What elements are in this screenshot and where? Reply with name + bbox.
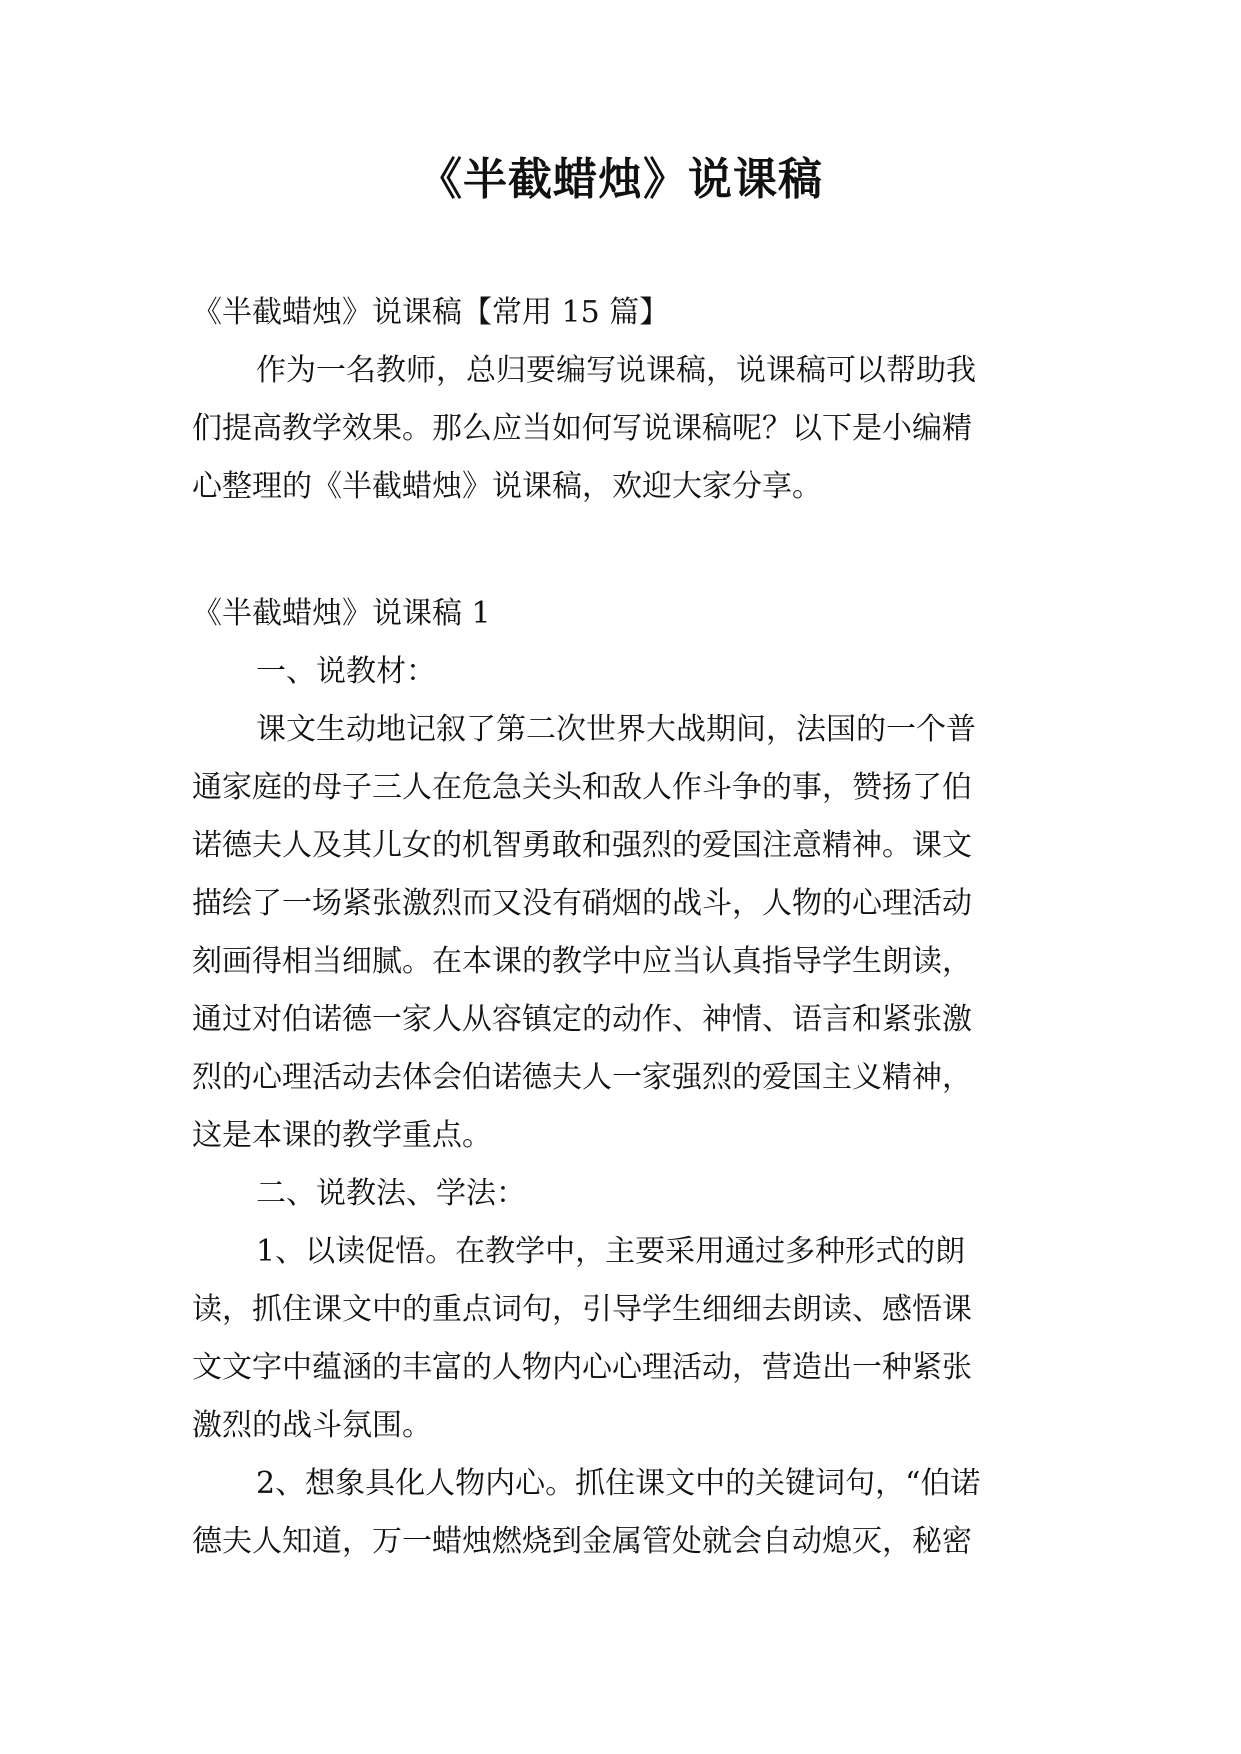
paragraph-line: 这是本课的教学重点。 xyxy=(192,1118,492,1153)
paragraph-line: 激烈的战斗氛围。 xyxy=(192,1408,432,1443)
paragraph-line: 通家庭的母子三人在危急关头和敌人作斗争的事，赞扬了伯 xyxy=(192,770,972,805)
paragraph-line: 1、以读促悟。在教学中，主要采用通过多种形式的朗 xyxy=(256,1234,966,1269)
document-body xyxy=(192,284,1060,1571)
section-spacer xyxy=(192,516,1060,585)
subsection-heading: 一、说教材： xyxy=(256,654,436,689)
paragraph-line: 们提高教学效果。那么应当如何写说课稿呢？以下是小编精 xyxy=(192,411,972,446)
document-title: 《半截蜡烛》说课稿 xyxy=(418,154,823,205)
paragraph-line: 刻画得相当细腻。在本课的教学中应当认真指导学生朗读， xyxy=(192,944,972,979)
paragraph-line: 烈的心理活动去体会伯诺德夫人一家强烈的爱国主义精神， xyxy=(192,1060,972,1095)
paragraph-line: 课文生动地记叙了第二次世界大战期间，法国的一个普 xyxy=(256,712,976,747)
paragraph-line: 2、想象具化人物内心。抓住课文中的关键词句，“伯诺 xyxy=(256,1466,981,1501)
paragraph-line: 描绘了一场紧张激烈而又没有硝烟的战斗，人物的心理活动 xyxy=(192,886,972,921)
paragraph-line: 心整理的《半截蜡烛》说课稿，欢迎大家分享。 xyxy=(192,469,822,504)
paragraph-line: 作为一名教师，总归要编写说课稿，说课稿可以帮助我 xyxy=(256,353,976,388)
paragraph-line: 读，抓住课文中的重点词句，引导学生细细去朗读、感悟课 xyxy=(192,1292,972,1327)
paragraph-line: 文文字中蕴涵的丰富的人物内心心理活动，营造出一种紧张 xyxy=(192,1350,972,1385)
paragraph-line: 诺德夫人及其儿女的机智勇敢和强烈的爱国注意精神。课文 xyxy=(192,828,972,863)
subtitle-line: 《半截蜡烛》说课稿【常用 15 篇】 xyxy=(192,295,670,330)
section-heading: 《半截蜡烛》说课稿 1 xyxy=(192,596,491,631)
subsection-heading: 二、说教法、学法： xyxy=(256,1176,526,1211)
paragraph-line: 通过对伯诺德一家人从容镇定的动作、神情、语言和紧张激 xyxy=(192,1002,972,1037)
paragraph-line: 德夫人知道，万一蜡烛燃烧到金属管处就会自动熄灭，秘密 xyxy=(192,1524,972,1559)
